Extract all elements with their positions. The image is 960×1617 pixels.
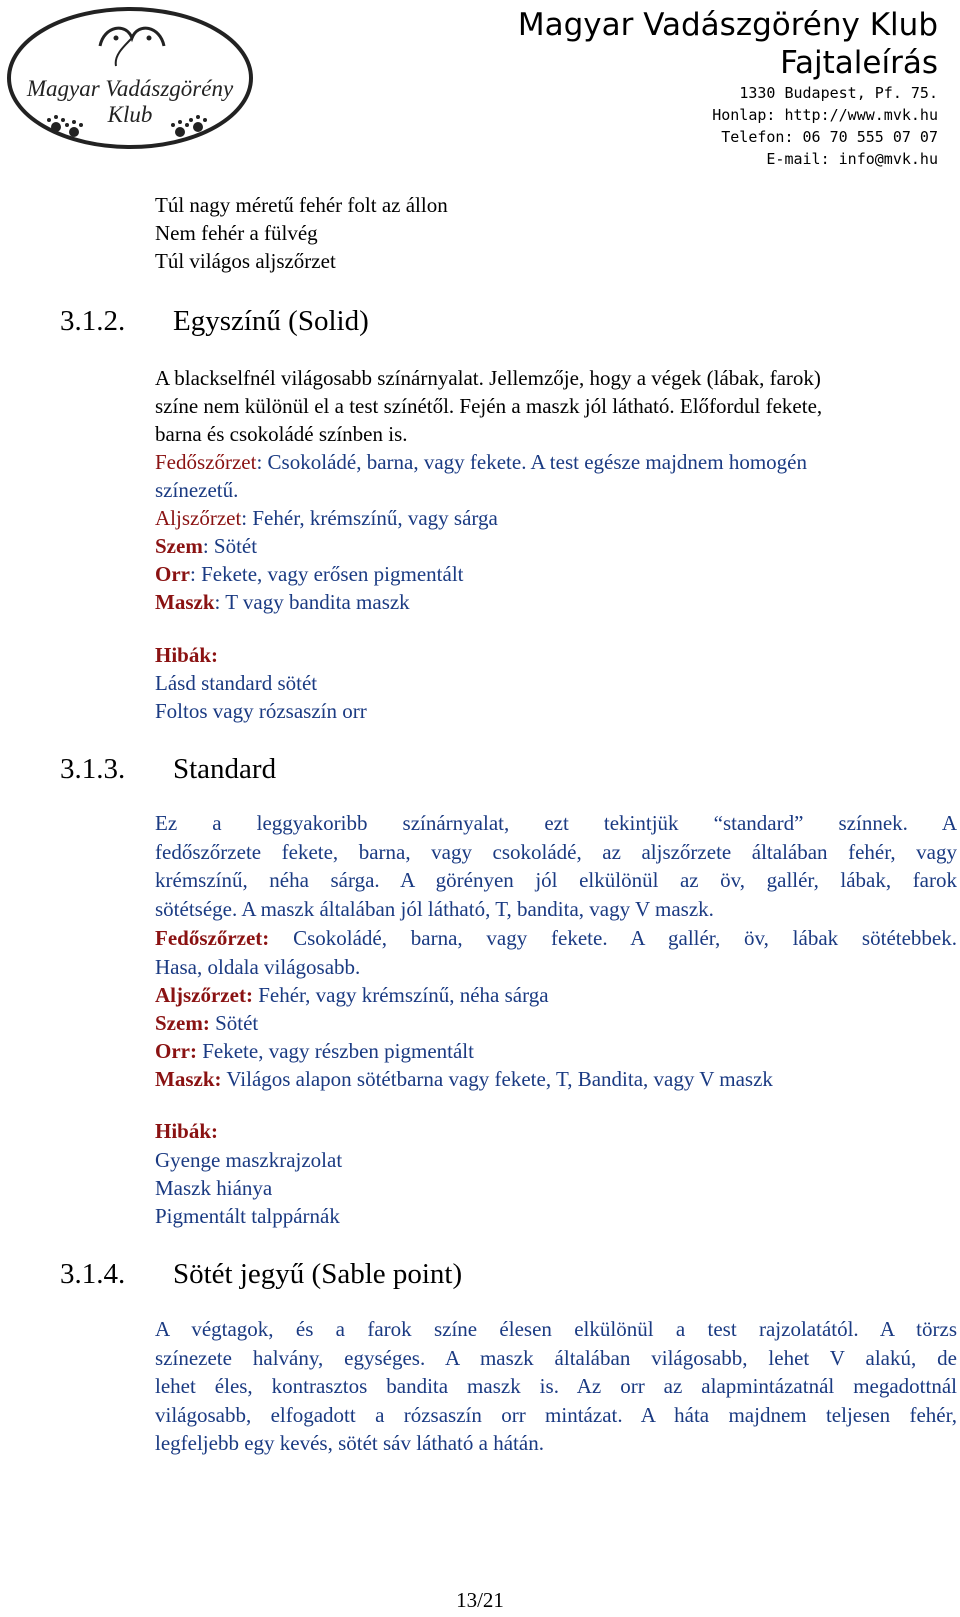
fault-item: Lásd standard sötét	[155, 671, 318, 695]
fault-item: Nem fehér a fülvég	[155, 221, 318, 245]
section-title: Standard	[173, 753, 277, 785]
attribute-value: : Fekete, vagy erősen pigmentált	[189, 562, 464, 586]
attribute-value: Fekete, vagy részben pigmentált	[196, 1039, 474, 1063]
section-title: Sötét jegyű (Sable point)	[173, 1258, 463, 1290]
attribute-label: Szem:	[155, 1011, 210, 1035]
attribute-value: Világos alapon sötétbarna vagy fekete, T, Bandita, vagy V maszk	[221, 1067, 773, 1091]
logo-text-line1: Magyar Vadászgörény	[26, 76, 234, 101]
standard-maszk	[155, 1065, 773, 1093]
paragraph-line: A végtagok, és a farok színe élesen elkülönül a test rajzolatától. A törzs	[155, 1317, 957, 1341]
club-logo	[4, 4, 256, 152]
solid-intro-line: színe nem különül el a test színétől. Fején a maszk jól látható. Előfordul fekete,	[155, 394, 823, 418]
paragraph-line: fedőszőrzete fekete, barna, vagy csokoládé, az aljszőrzete általában fehér, vagy	[155, 839, 957, 864]
attribute-label: Aljszőrzet	[155, 506, 242, 530]
paragraph-line: Ez a leggyakoribb színárnyalat, ezt tekintjük “standard” színnek. A	[155, 811, 957, 835]
attribute-label: Aljszőrzet:	[155, 983, 253, 1007]
attribute-value: : Fehér, krémszínű, vagy sárga	[241, 506, 498, 530]
solid-intro-line: barna és csokoládé színben is.	[155, 422, 408, 446]
attribute-label: Orr:	[155, 1039, 197, 1063]
attribute-value: Fehér, vagy krémszínű, néha sárga	[252, 983, 549, 1007]
logo-text-line2: Klub	[107, 102, 153, 127]
logo-heart-ferret-icon	[100, 28, 164, 46]
fault-item: Pigmentált talppárnák	[155, 1204, 340, 1228]
paragraph-line: színezete halvány, egységes. A maszk általában világosabb, lehet V alakú, de	[155, 1345, 957, 1370]
paragraph-line: sötétsége. A maszk általában jól látható, T, bandita, vagy V maszk.	[155, 896, 714, 921]
fault-item: Túl világos aljszőrzet	[155, 249, 336, 273]
header-email: E-mail: info@mvk.hu	[766, 150, 938, 168]
standard-faults-heading: Hibák:	[155, 1119, 219, 1143]
solid-aljszorzet	[155, 504, 498, 532]
paragraph-line: lehet éles, kontrasztos bandita maszk is. Az orr az alapmintázatnál megadottnál	[155, 1374, 957, 1398]
header-document-title: Fajtaleírás	[780, 45, 938, 81]
attribute-label: Szem	[155, 534, 203, 558]
paragraph-line: világosabb, elfogadott a rózsaszín orr mintázat. A háta majdnem teljesen fehér,	[155, 1402, 957, 1427]
paragraph-line: Hasa, oldala világosabb.	[155, 954, 361, 979]
standard-aljszorzet	[155, 981, 549, 1009]
page-number: 13/21	[456, 1588, 504, 1612]
header-phone: Telefon: 06 70 555 07 07	[721, 128, 938, 146]
attribute-value: Sötét	[209, 1011, 259, 1035]
attribute-label: Maszk:	[155, 1067, 222, 1091]
attribute-label: Orr	[155, 562, 190, 586]
solid-szem	[155, 532, 257, 560]
solid-fedoszorzet-cont: színezetű.	[155, 478, 239, 502]
attribute-value: Csokoládé, barna, vagy fekete. A gallér, öv, lábak sötétebbek.	[269, 926, 957, 950]
attribute-label: Fedőszőrzet	[155, 450, 257, 474]
fault-item: Túl nagy méretű fehér folt az állon	[155, 193, 448, 217]
solid-intro-line: A blackselfnél világosabb színárnyalat. Jellemzője, hogy a végek (lábak, farok)	[155, 366, 821, 390]
paragraph-line	[155, 924, 957, 953]
solid-maszk	[155, 588, 410, 616]
solid-fedoszorzet	[155, 448, 807, 476]
attribute-label: Maszk	[155, 590, 215, 614]
section-number: 3.1.3.	[60, 753, 126, 785]
header-club-name: Magyar Vadászgörény Klub	[517, 7, 938, 43]
header-website: Honlap: http://www.mvk.hu	[712, 106, 938, 124]
attribute-value: : T vagy bandita maszk	[214, 590, 410, 614]
standard-szem	[155, 1009, 258, 1037]
header-address: 1330 Budapest, Pf. 75.	[739, 84, 938, 102]
standard-intro-paragraph	[155, 809, 957, 923]
section-number: 3.1.4.	[60, 1258, 126, 1290]
standard-fedoszorzet	[155, 924, 957, 981]
standard-orr	[155, 1037, 474, 1065]
solid-orr	[155, 560, 464, 588]
attribute-value: : Csokoládé, barna, vagy fekete. A test egésze majdnem homogén	[256, 450, 807, 474]
fault-item: Gyenge maszkrajzolat	[155, 1148, 343, 1172]
fault-item: Maszk hiánya	[155, 1176, 273, 1200]
paragraph-line: legfeljebb egy kevés, sötét sáv látható a hátán.	[155, 1431, 544, 1455]
paragraph-line: krémszínű, néha sárga. A görényen jól elkülönül az öv, gallér, lábak, farok	[155, 868, 957, 892]
section-number: 3.1.2.	[60, 305, 126, 337]
fault-item: Foltos vagy rózsaszín orr	[155, 699, 367, 723]
solid-faults-heading: Hibák:	[155, 643, 219, 667]
attribute-label: Fedőszőrzet:	[155, 926, 270, 950]
section-title: Egyszínű (Solid)	[173, 305, 369, 337]
sable-point-intro-paragraph	[155, 1315, 957, 1458]
attribute-value: : Sötét	[202, 534, 258, 558]
